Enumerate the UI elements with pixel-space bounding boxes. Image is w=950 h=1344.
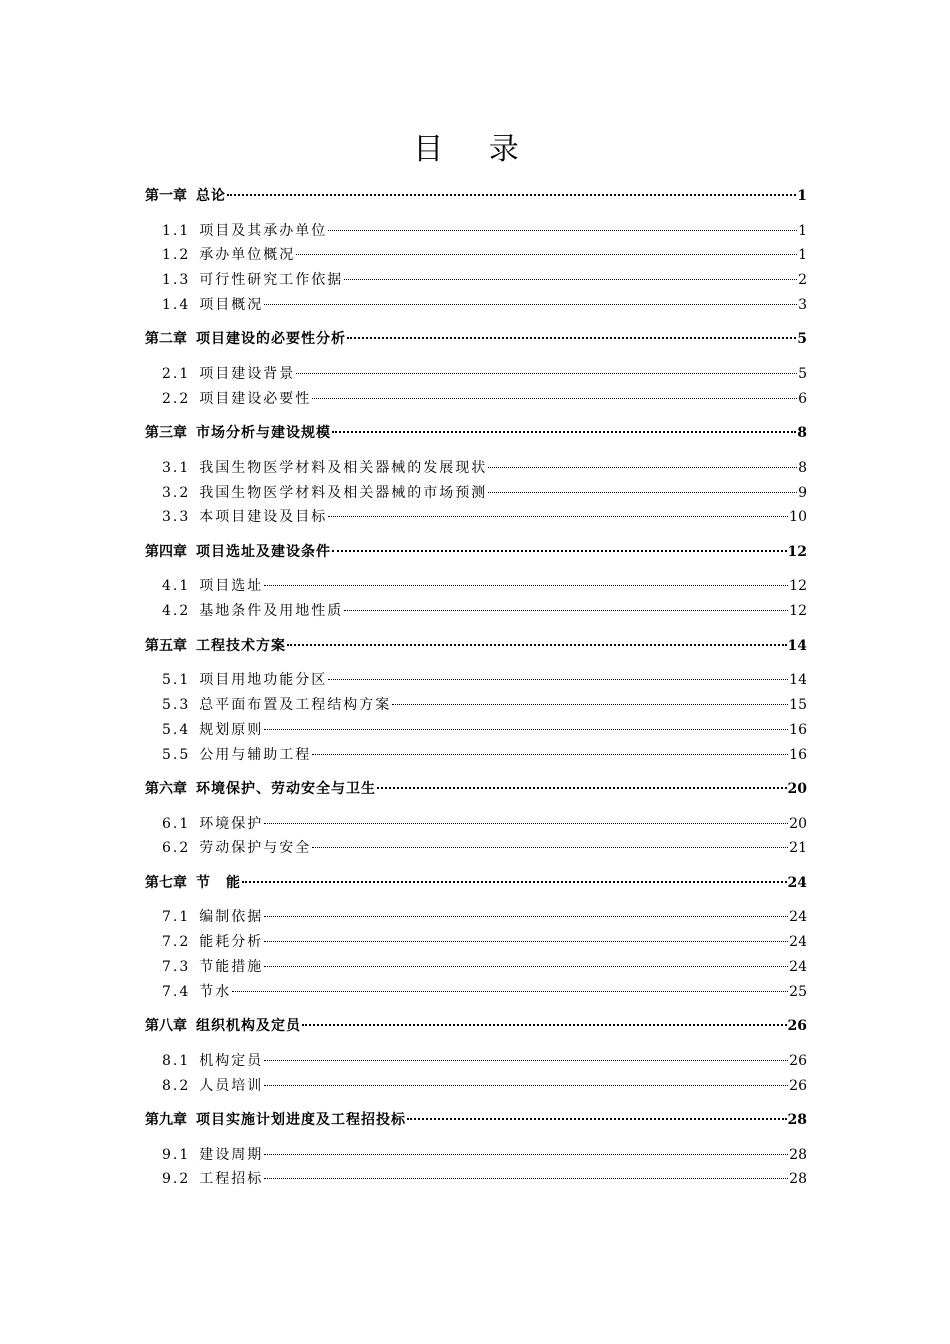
- toc-dot-leader: [392, 704, 788, 705]
- toc-entry-title: 项目选址及建设条件: [196, 543, 331, 560]
- toc-dot-leader: [287, 644, 787, 646]
- toc-entry-title: 本项目建设及目标: [199, 509, 328, 526]
- toc-entry-title: 能耗分析: [199, 934, 264, 951]
- toc-section-entry[interactable]: [162, 955, 807, 979]
- toc-entry-title: 环境保护: [199, 815, 264, 832]
- toc-dot-leader: [264, 1085, 788, 1086]
- toc-entry-label: [162, 693, 391, 717]
- toc-page-number: 1: [797, 188, 807, 204]
- toc-entry-title: 项目建设的必要性分析: [196, 331, 346, 348]
- toc-section-entry[interactable]: [162, 456, 807, 480]
- toc-page-number: 16: [789, 746, 807, 763]
- toc-page-number: 28: [787, 1112, 807, 1128]
- toc-entry-label: [162, 574, 263, 598]
- toc-page-number: 28: [789, 1146, 807, 1163]
- toc-dot-leader: [296, 373, 797, 374]
- toc-dot-leader: [242, 881, 787, 883]
- toc-page-number: 1: [798, 247, 807, 264]
- toc-page-number: 15: [789, 696, 807, 713]
- toc-dot-leader: [227, 194, 796, 196]
- toc-dot-leader: [264, 1154, 788, 1155]
- toc-entry-number: 1.1: [162, 222, 191, 239]
- toc-page-number: 26: [789, 1077, 807, 1094]
- toc-section-entry[interactable]: [162, 905, 807, 929]
- toc-page-number: 12: [789, 603, 807, 620]
- toc-entry-label: [145, 540, 331, 564]
- toc-chapter-entry[interactable]: [145, 777, 807, 801]
- toc-entry-number: 5.3: [162, 696, 191, 713]
- toc-entry-title: 承办单位概况: [199, 247, 296, 264]
- toc-entry-title: 总平面布置及工程结构方案: [199, 696, 392, 713]
- toc-page-number: 1: [798, 222, 807, 239]
- toc-chapter-entry[interactable]: [145, 540, 807, 564]
- toc-entry-number: 4.2: [162, 603, 191, 620]
- toc-page-number: 6: [798, 390, 807, 407]
- toc-page-number: 24: [789, 934, 807, 951]
- toc-section-entry[interactable]: [162, 668, 807, 692]
- toc-section-entry[interactable]: [162, 387, 807, 411]
- toc-entry-number: 第一章: [145, 188, 187, 204]
- toc-page-number: 9: [798, 484, 807, 501]
- toc-section-entry[interactable]: [162, 505, 807, 529]
- toc-entry-number: 第七章: [145, 874, 187, 891]
- toc-entry-label: [162, 955, 263, 979]
- toc-entry-label: [162, 930, 263, 954]
- toc-dot-leader: [312, 398, 797, 399]
- toc-entry-number: 5.5: [162, 746, 191, 763]
- toc-section-entry[interactable]: [162, 268, 807, 292]
- toc-page-number: 24: [789, 958, 807, 975]
- toc-dot-leader: [344, 279, 797, 280]
- toc-section-entry[interactable]: [162, 1167, 807, 1191]
- toc-entry-number: 第九章: [145, 1112, 187, 1128]
- toc-entry-label: [145, 184, 226, 208]
- toc-page-number: 14: [789, 672, 807, 689]
- toc-entry-title: 组织机构及定员: [196, 1018, 301, 1035]
- toc-chapter-entry[interactable]: [145, 184, 807, 208]
- toc-section-entry[interactable]: [162, 743, 807, 767]
- toc-entry-title: 环境保护、劳动安全与卫生: [196, 781, 376, 797]
- toc-entry-label: [162, 1049, 263, 1073]
- toc-dot-leader: [296, 254, 797, 255]
- toc-entry-number: 3.1: [162, 459, 191, 476]
- toc-entry-number: 6.2: [162, 840, 191, 857]
- toc-dot-leader: [264, 941, 788, 942]
- toc-entry-number: 3.2: [162, 484, 191, 501]
- toc-section-entry[interactable]: [162, 243, 807, 267]
- toc-entry-number: 5.1: [162, 672, 191, 689]
- toc-entry-label: [162, 268, 343, 292]
- toc-entry-title: 编制依据: [199, 909, 264, 926]
- toc-page-number: 3: [798, 296, 807, 313]
- toc-entry-title: 劳动保护与安全: [199, 840, 312, 857]
- toc-dot-leader: [347, 337, 796, 339]
- toc-entry-number: 2.1: [162, 365, 191, 382]
- toc-entry-label: [145, 1014, 301, 1038]
- toc-dot-leader: [264, 966, 788, 967]
- toc-page-number: 21: [789, 840, 807, 857]
- toc-section-entry[interactable]: [162, 1143, 807, 1167]
- toc-chapter-entry[interactable]: [145, 634, 807, 658]
- toc-entry-number: 1.4: [162, 296, 191, 313]
- toc-entry-title: 节水: [199, 983, 232, 1000]
- toc-page-number: 20: [789, 815, 807, 832]
- toc-entry-title: 规划原则: [199, 721, 264, 738]
- toc-entry-label: [162, 812, 263, 836]
- toc-entry-number: 7.4: [162, 983, 191, 1000]
- toc-page-number: 12: [787, 543, 807, 560]
- toc-section-entry[interactable]: [162, 718, 807, 742]
- toc-entry-number: 第二章: [145, 331, 187, 348]
- toc-entry-number: 8.1: [162, 1052, 191, 1069]
- toc-entry-title: 项目概况: [199, 296, 264, 313]
- toc-dot-leader: [328, 516, 788, 517]
- toc-page-number: 8: [798, 459, 807, 476]
- toc-entry-number: 7.1: [162, 909, 191, 926]
- toc-section-entry[interactable]: [162, 836, 807, 860]
- toc-chapter-entry[interactable]: [145, 1108, 807, 1132]
- toc-entry-title: 工程招标: [199, 1171, 264, 1188]
- toc-entry-label: [162, 668, 327, 692]
- toc-entry-label: [145, 634, 286, 658]
- toc-entry-title: 节 能: [196, 874, 241, 891]
- toc-dot-leader: [332, 550, 787, 552]
- toc-entry-title: 项目实施计划进度及工程招投标: [196, 1112, 406, 1128]
- toc-entry-label: [162, 599, 343, 623]
- toc-page-number: 14: [787, 637, 807, 654]
- toc-dot-leader: [332, 431, 796, 433]
- toc-entry-title: 项目及其承办单位: [199, 222, 328, 239]
- toc-dot-leader: [264, 1060, 788, 1061]
- toc-entry-title: 人员培训: [199, 1077, 264, 1094]
- toc-entry-number: 第六章: [145, 781, 187, 797]
- toc-entry-label: [162, 1074, 263, 1098]
- page-title: 目 录: [413, 132, 537, 167]
- toc-entry-label: [162, 1143, 263, 1167]
- toc-entry-title: 机构定员: [199, 1052, 264, 1069]
- toc-dot-leader: [344, 610, 788, 611]
- toc-entry-label: [162, 481, 487, 505]
- toc-page-number: 26: [789, 1052, 807, 1069]
- toc-section-entry[interactable]: [162, 599, 807, 623]
- toc-entry-number: 第三章: [145, 425, 187, 442]
- toc-entry-label: [162, 293, 263, 317]
- toc-entry-title: 我国生物医学材料及相关器械的发展现状: [199, 459, 488, 476]
- toc-entry-label: [162, 836, 311, 860]
- toc-entry-label: [145, 871, 241, 895]
- toc-section-entry[interactable]: [162, 362, 807, 386]
- toc-entry-number: 2.2: [162, 390, 191, 407]
- toc-entry-number: 8.2: [162, 1077, 191, 1094]
- toc-section-entry[interactable]: [162, 980, 807, 1004]
- toc-page-number: 2: [798, 272, 807, 289]
- toc-entry-label: [145, 327, 346, 351]
- toc-section-entry[interactable]: [162, 693, 807, 717]
- toc-page-number: 5: [797, 331, 807, 348]
- toc-entry-label: [162, 219, 327, 243]
- toc-entry-number: 9.1: [162, 1146, 191, 1163]
- toc-section-entry[interactable]: [162, 1049, 807, 1073]
- toc-entry-label: [162, 1167, 263, 1191]
- toc-entry-label: [162, 456, 487, 480]
- toc-entry-label: [162, 980, 231, 1004]
- toc-dot-leader: [264, 823, 788, 824]
- toc-dot-leader: [264, 729, 788, 730]
- toc-section-entry[interactable]: [162, 481, 807, 505]
- toc-section-entry[interactable]: [162, 574, 807, 598]
- toc-entry-title: 节能措施: [199, 958, 264, 975]
- toc-dot-leader: [407, 1118, 787, 1120]
- toc-page-number: 24: [787, 874, 807, 891]
- toc-entry-number: 1.3: [162, 272, 191, 289]
- toc-entry-label: [145, 777, 376, 801]
- toc-page-number: 8: [797, 425, 807, 442]
- toc-entry-number: 9.2: [162, 1171, 191, 1188]
- toc-entry-number: 第八章: [145, 1018, 187, 1035]
- toc-page-number: 16: [789, 721, 807, 738]
- toc-section-entry[interactable]: [162, 1074, 807, 1098]
- toc-dot-leader: [312, 847, 788, 848]
- toc-entry-title: 总论: [196, 188, 226, 204]
- toc-entry-label: [145, 421, 331, 445]
- toc-dot-leader: [328, 230, 797, 231]
- toc-dot-leader: [264, 1178, 788, 1179]
- toc-chapter-entry[interactable]: [145, 871, 807, 895]
- toc-dot-leader: [312, 754, 788, 755]
- toc-entry-number: 第五章: [145, 637, 187, 654]
- toc-entry-number: 5.4: [162, 721, 191, 738]
- toc-entry-title: 公用与辅助工程: [199, 746, 312, 763]
- toc-dot-leader: [488, 467, 797, 468]
- toc-entry-title: 项目建设必要性: [199, 390, 312, 407]
- toc-entry-number: 4.1: [162, 578, 191, 595]
- toc-entry-title: 项目用地功能分区: [199, 672, 328, 689]
- toc-entry-number: 7.3: [162, 958, 191, 975]
- toc-section-entry[interactable]: [162, 930, 807, 954]
- toc-chapter-entry[interactable]: [145, 327, 807, 351]
- toc-entry-label: [162, 243, 295, 267]
- toc-chapter-entry[interactable]: [145, 421, 807, 445]
- toc-entry-label: [162, 505, 327, 529]
- toc-dot-leader: [264, 916, 788, 917]
- toc-entry-label: [145, 1108, 406, 1132]
- toc-entry-number: 第四章: [145, 543, 187, 560]
- toc-entry-label: [162, 905, 263, 929]
- toc-entry-number: 3.3: [162, 509, 191, 526]
- toc-entry-title: 工程技术方案: [196, 637, 286, 654]
- toc-page-number: 24: [789, 909, 807, 926]
- toc-page-number: 5: [798, 365, 807, 382]
- toc-section-entry[interactable]: [162, 219, 807, 243]
- toc-entry-title: 可行性研究工作依据: [199, 272, 344, 289]
- toc-page-number: 25: [789, 983, 807, 1000]
- toc-section-entry[interactable]: [162, 812, 807, 836]
- toc-dot-leader: [328, 679, 788, 680]
- toc-entry-number: 7.2: [162, 934, 191, 951]
- toc-page-number: 28: [789, 1171, 807, 1188]
- toc-entry-label: [162, 718, 263, 742]
- toc-dot-leader: [302, 1024, 787, 1026]
- toc-dot-leader: [488, 492, 797, 493]
- toc-entry-label: [162, 362, 295, 386]
- toc-entry-label: [162, 743, 311, 767]
- toc-page-number: 26: [787, 1018, 807, 1035]
- toc-page-number: 20: [787, 781, 807, 797]
- toc-dot-leader: [232, 991, 788, 992]
- toc-entry-title: 建设周期: [199, 1146, 264, 1163]
- toc-entry-number: 6.1: [162, 815, 191, 832]
- toc-section-entry[interactable]: [162, 293, 807, 317]
- toc-page-number: 10: [789, 509, 807, 526]
- toc-entry-title: 项目选址: [199, 578, 264, 595]
- toc-dot-leader: [377, 787, 787, 789]
- toc-entry-title: 基地条件及用地性质: [199, 603, 344, 620]
- toc-dot-leader: [264, 585, 788, 586]
- toc-page-number: 12: [789, 578, 807, 595]
- toc-entry-label: [162, 387, 311, 411]
- toc-dot-leader: [264, 304, 797, 305]
- toc-entry-title: 市场分析与建设规模: [196, 425, 331, 442]
- toc-entry-title: 项目建设背景: [199, 365, 296, 382]
- toc-entry-number: 1.2: [162, 247, 191, 264]
- toc-chapter-entry[interactable]: [145, 1014, 807, 1038]
- toc-entry-title: 我国生物医学材料及相关器械的市场预测: [199, 484, 488, 501]
